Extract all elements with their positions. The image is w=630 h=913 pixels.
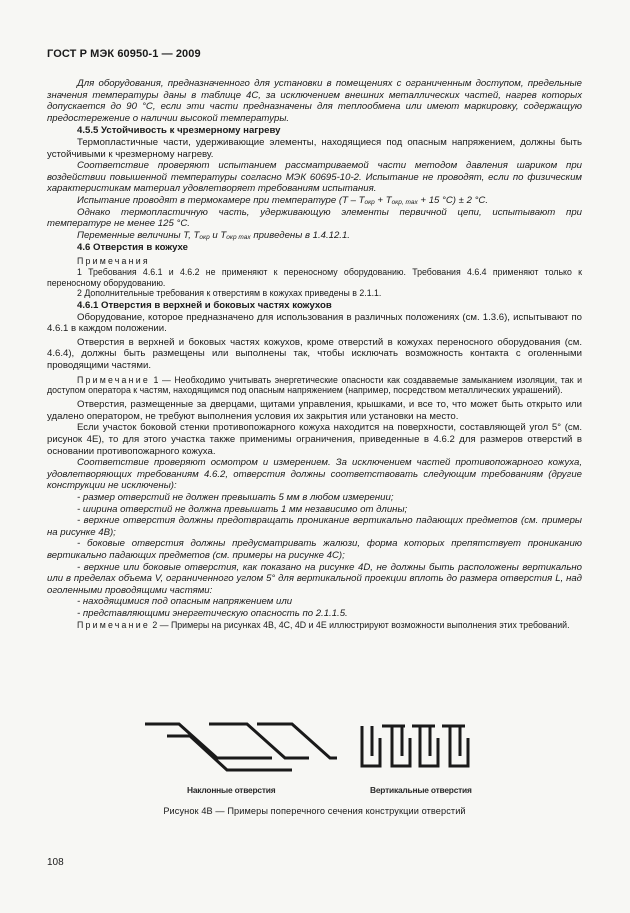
paragraph-restricted-access: Для оборудования, предназначенного для установки в помещениях с ограниченным доступом, предельные значения температуры даны в таблице 4C, за исключением внешних металлических частей, нагрев которых допускается до 90 °C, если эти части предназначены для теплообмена или имеют маркировку, содержащую предостережение о наличии высокой температуры.: [47, 78, 582, 124]
note-label: Примечание: [77, 619, 150, 630]
subscript: окр: [364, 198, 375, 206]
section-heading-4-6-1: 4.6.1 Отверстия в верхней и боковых частях кожухов: [77, 300, 332, 312]
list-item: - верхние или боковые отверстия, как показано на рисунке 4D, не должны быть расположены вертикально или в пределах объема V, ограниченного углом 5° для вертикальной проекции вплоть до размера отверстия L, над оголенными проводящими частями:: [47, 561, 582, 596]
note-figures: [47, 620, 582, 631]
note-text: 2 — Примеры на рисунках 4B, 4C, 4D и 4E иллюстрируют возможности выполнения этих требований.: [149, 619, 570, 630]
figure-caption: Рисунок 4B — Примеры поперечного сечения конструкции отверстий: [163, 806, 466, 816]
vertical-openings-label: Вертикальные отверстия: [370, 785, 472, 795]
opening-cross-section-drawing: [47, 718, 582, 798]
paragraph-thermoplastic: Термопластичные части, удерживающие элементы, находящиеся под опасным напряжением, должны быть устойчивыми к чрезмерному нагреву.: [47, 136, 582, 160]
section-heading-4-6: 4.6 Отверстия в кожухе: [77, 242, 188, 254]
paragraph-variables: [47, 230, 582, 242]
section-heading-4-5-5: 4.5.5 Устойчивость к чрезмерному нагреву: [77, 125, 281, 137]
list-item: - представляющими энергетическую опасность по 2.1.1.5.: [77, 607, 348, 619]
paragraph-top-side-openings: Отверстия в верхней и боковых частях кожухов, кроме отверстий в кожухах переносного оборудования (см. 4.6.4), должны быть размещены или выполнены так, чтобы исключать возможность контакта с оголенными проводящими частями.: [47, 336, 582, 372]
document-body: [47, 78, 582, 630]
note-1: 1 Требования 4.6.1 и 4.6.2 не применяют к переносному оборудованию. Требования 4.6.4 применяют только к переносному оборудованию.: [47, 266, 582, 288]
list-item: - размер отверстий не должен превышать 5 мм в любом измерении;: [77, 492, 394, 503]
paragraph-ball-pressure-test: Соответствие проверяют испытанием рассматриваемой части методом давления шариком при воздействии повышенной температуры согласно МЭК 60695-10-2. Испытание не проводят, если по физическим характеристикам материал удовлетворяет требованиям испытания.: [47, 160, 582, 195]
document-header: ГОСТ Р МЭК 60950-1 — 2009: [47, 48, 201, 60]
list-item: - верхние отверстия должны предотвращать проникание вертикально падающих предметов (см. примеры на рисунке 4B);: [47, 515, 582, 538]
list-item: - ширина отверстий не должна превышать 1 мм независимо от длины;: [77, 503, 408, 515]
note-energy-hazard: [47, 375, 582, 397]
list-item: - боковые отверстия должны предусматривать жалюзи, форма которых препятствует прониканию вертикально падающих предметов (см. примеры на рисунке 4C);: [47, 538, 582, 561]
notes-title: Примечания: [77, 255, 150, 266]
subscript: окр: [199, 233, 210, 241]
page-number: 108: [47, 857, 64, 868]
inclined-openings-drawing: [145, 724, 337, 770]
text-run: + 15 °C) ± 2 °C.: [417, 194, 489, 206]
text-run: и T: [209, 229, 227, 241]
figure-4b: [47, 718, 582, 798]
subscript: окр max: [226, 233, 251, 241]
paragraph-doors-covers: Отверстия, размещенные за дверцами, щитами управления, крышками, и все то, что может быть открыто или удалено оператором, не требуют выполнения условия их закрытия или установки на место.: [47, 399, 582, 422]
vertical-openings-drawing: [362, 726, 468, 766]
text-run: Переменные величины T, T: [77, 229, 200, 241]
note-label: Примечание: [77, 374, 150, 385]
text-run: Испытание проводят в термокамере при температуре (T – T: [77, 194, 365, 206]
paragraph-test-temperature: [47, 195, 582, 207]
inclined-openings-label: Наклонные отверстия: [187, 785, 276, 795]
subscript: окр, max: [391, 198, 418, 206]
note-text: 1 — Необходимо учитывать энергетические опасности как создаваемые замыканием изоляции, так и доступом оператора к частям, находящимся под опасным напряжением (например, посредством металлических украшений).: [47, 374, 582, 396]
text-run: + T: [374, 194, 392, 206]
paragraph-compliance-check: Соответствие проверяют осмотром и измерением. За исключением частей противопожарного кожуха, удовлетворяющих требованиям 4.6.2, отверстия должны соответствовать следующим требованиям (другие конструкции не исключены):: [47, 457, 582, 492]
paragraph-primary-circuit: Однако термопластичную часть, удерживающую элементы первичной цепи, испытывают при температуре не менее 125 °C.: [47, 206, 582, 230]
text-run: приведены в 1.4.12.1.: [250, 229, 350, 241]
paragraph-side-wall-angle: Если участок боковой стенки противопожарного кожуха находится на поверхности, составляющей угол 5° (см. рисунок 4E), то для этого участка также применимы ограничения, приведенные в 4.6.2 для размеров отверстий в основании противопожарного кожуха.: [47, 422, 582, 457]
note-2: 2 Дополнительные требования к отверстиям в кожухах приведены в 2.1.1.: [77, 288, 382, 299]
list-item: - находящимися под опасным напряжением или: [77, 596, 293, 608]
paragraph-positions: Оборудование, которое предназначено для использования в различных положениях (см. 1.3.6), испытывают по 4.6.1 в каждом положении.: [47, 311, 582, 335]
